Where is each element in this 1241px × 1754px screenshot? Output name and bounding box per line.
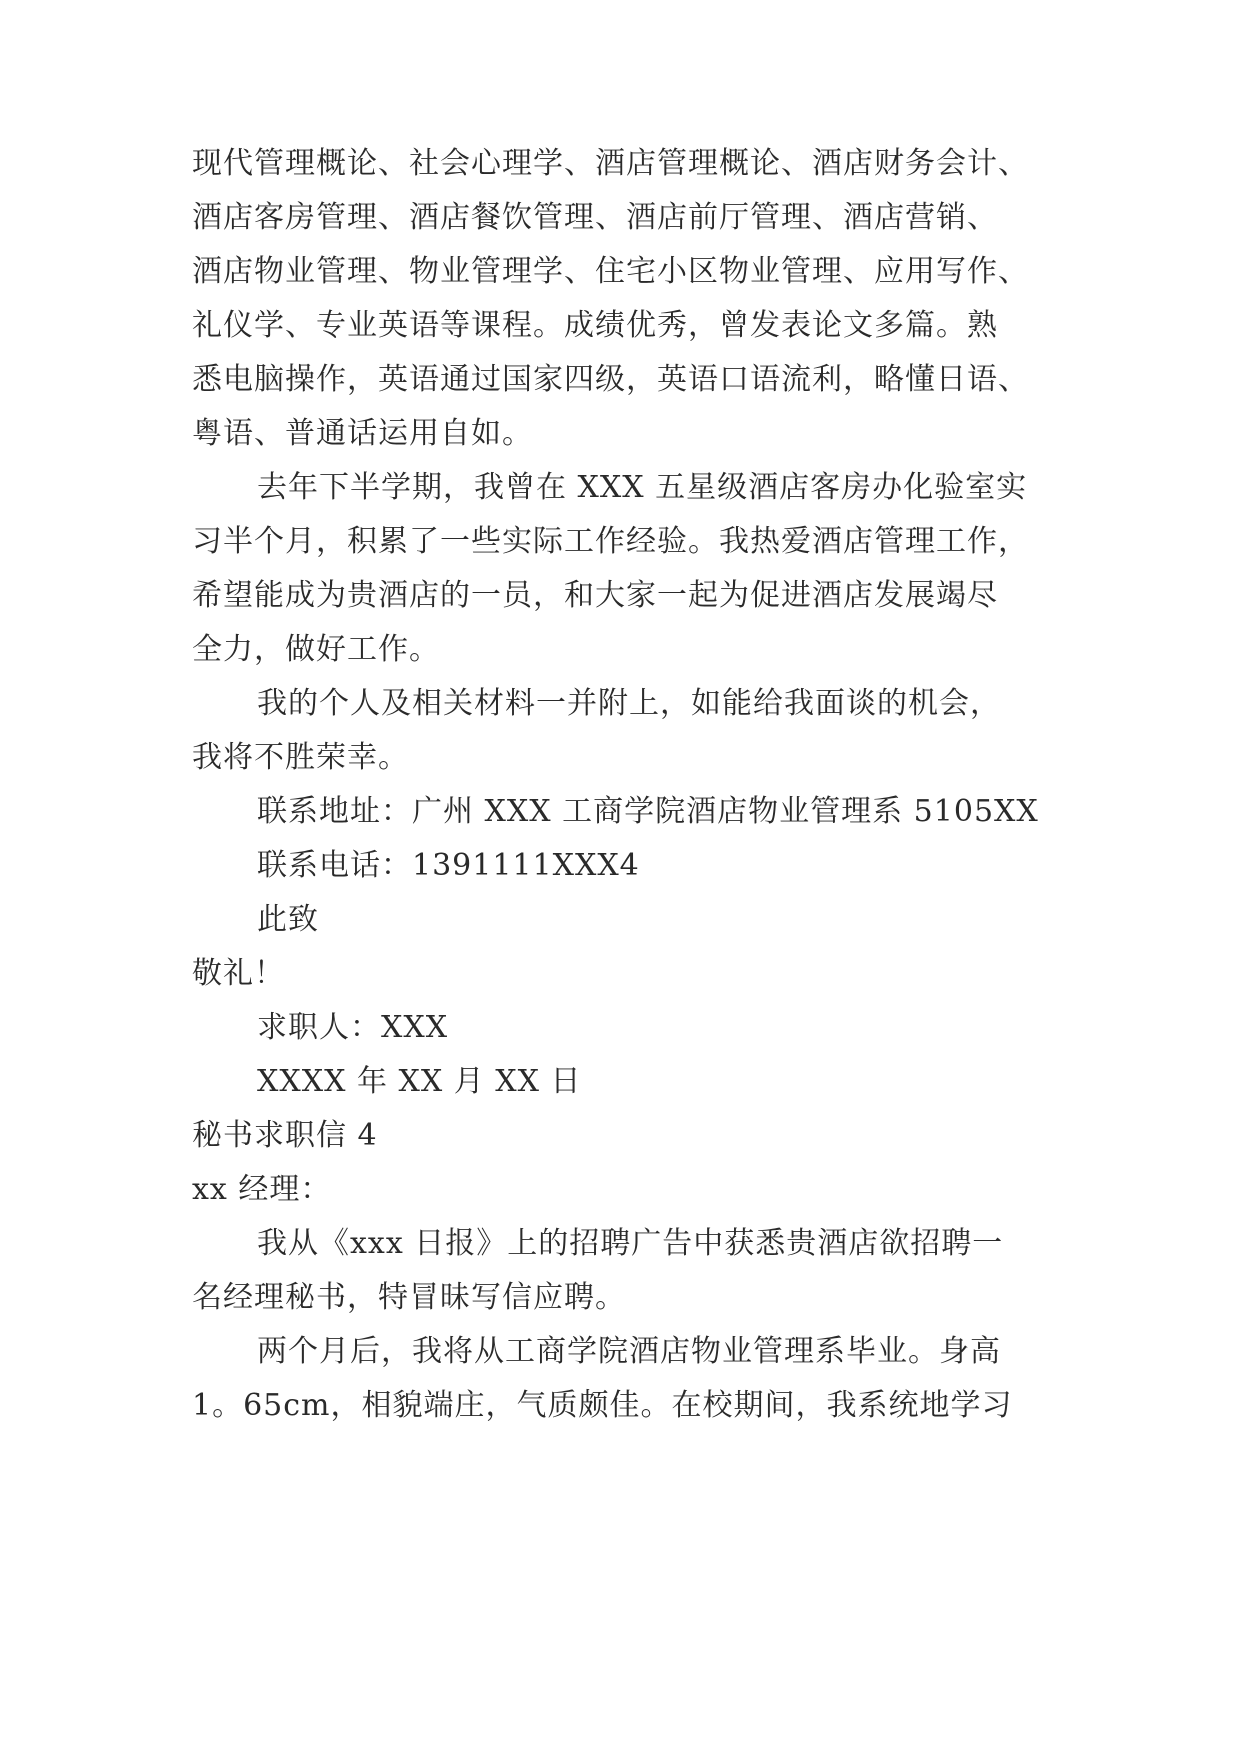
text-line: 粤语、普通话运用自如。 <box>192 416 533 451</box>
text-line: 习半个月，积累了一些实际工作经验。我热爱酒店管理工作， <box>192 524 1029 559</box>
text-line: 现代管理概论、社会心理学、酒店管理概论、酒店财务会计、 <box>192 146 1029 181</box>
text-line: 名经理秘书，特冒昧写信应聘。 <box>192 1280 626 1315</box>
paragraph-start: 两个月后，我将从工商学院酒店物业管理系毕业。身高 <box>257 1334 1001 1369</box>
letter-date: XXXX 年 XX 月 XX 日 <box>257 1064 582 1099</box>
text-line: 酒店物业管理、物业管理学、住宅小区物业管理、应用写作、 <box>192 254 1029 289</box>
paragraph-start: 我的个人及相关材料一并附上，如能给我面谈的机会， <box>257 686 1001 721</box>
text-line: 悉电脑操作，英语通过国家四级，英语口语流利，略懂日语、 <box>192 362 1029 397</box>
closing-salutation: 此致 <box>257 902 319 937</box>
contact-phone: 联系电话：1391111XXX4 <box>257 848 640 883</box>
text-line: 全力，做好工作。 <box>192 632 440 667</box>
text-line: 希望能成为贵酒店的一员，和大家一起为促进酒店发展竭尽 <box>192 578 998 613</box>
contact-address: 联系地址：广州 XXX 工商学院酒店物业管理系 5105XX <box>257 794 1039 829</box>
text-line: 酒店客房管理、酒店餐饮管理、酒店前厅管理、酒店营销、 <box>192 200 998 235</box>
paragraph-start: 去年下半学期，我曾在 XXX 五星级酒店客房办化验室实 <box>257 470 1028 505</box>
applicant-signature: 求职人：XXX <box>257 1010 449 1045</box>
section-title: 秘书求职信 4 <box>192 1118 378 1153</box>
closing-regards: 敬礼！ <box>192 956 285 991</box>
text-line: 1。65cm，相貌端庄，气质颇佳。在校期间，我系统地学习 <box>192 1388 1013 1423</box>
text-line: 我将不胜荣幸。 <box>192 740 409 775</box>
letter-greeting: xx 经理： <box>192 1172 332 1207</box>
paragraph-start: 我从《xxx 日报》上的招聘广告中获悉贵酒店欲招聘一 <box>257 1226 1004 1261</box>
text-line: 礼仪学、专业英语等课程。成绩优秀，曾发表论文多篇。熟 <box>192 308 998 343</box>
